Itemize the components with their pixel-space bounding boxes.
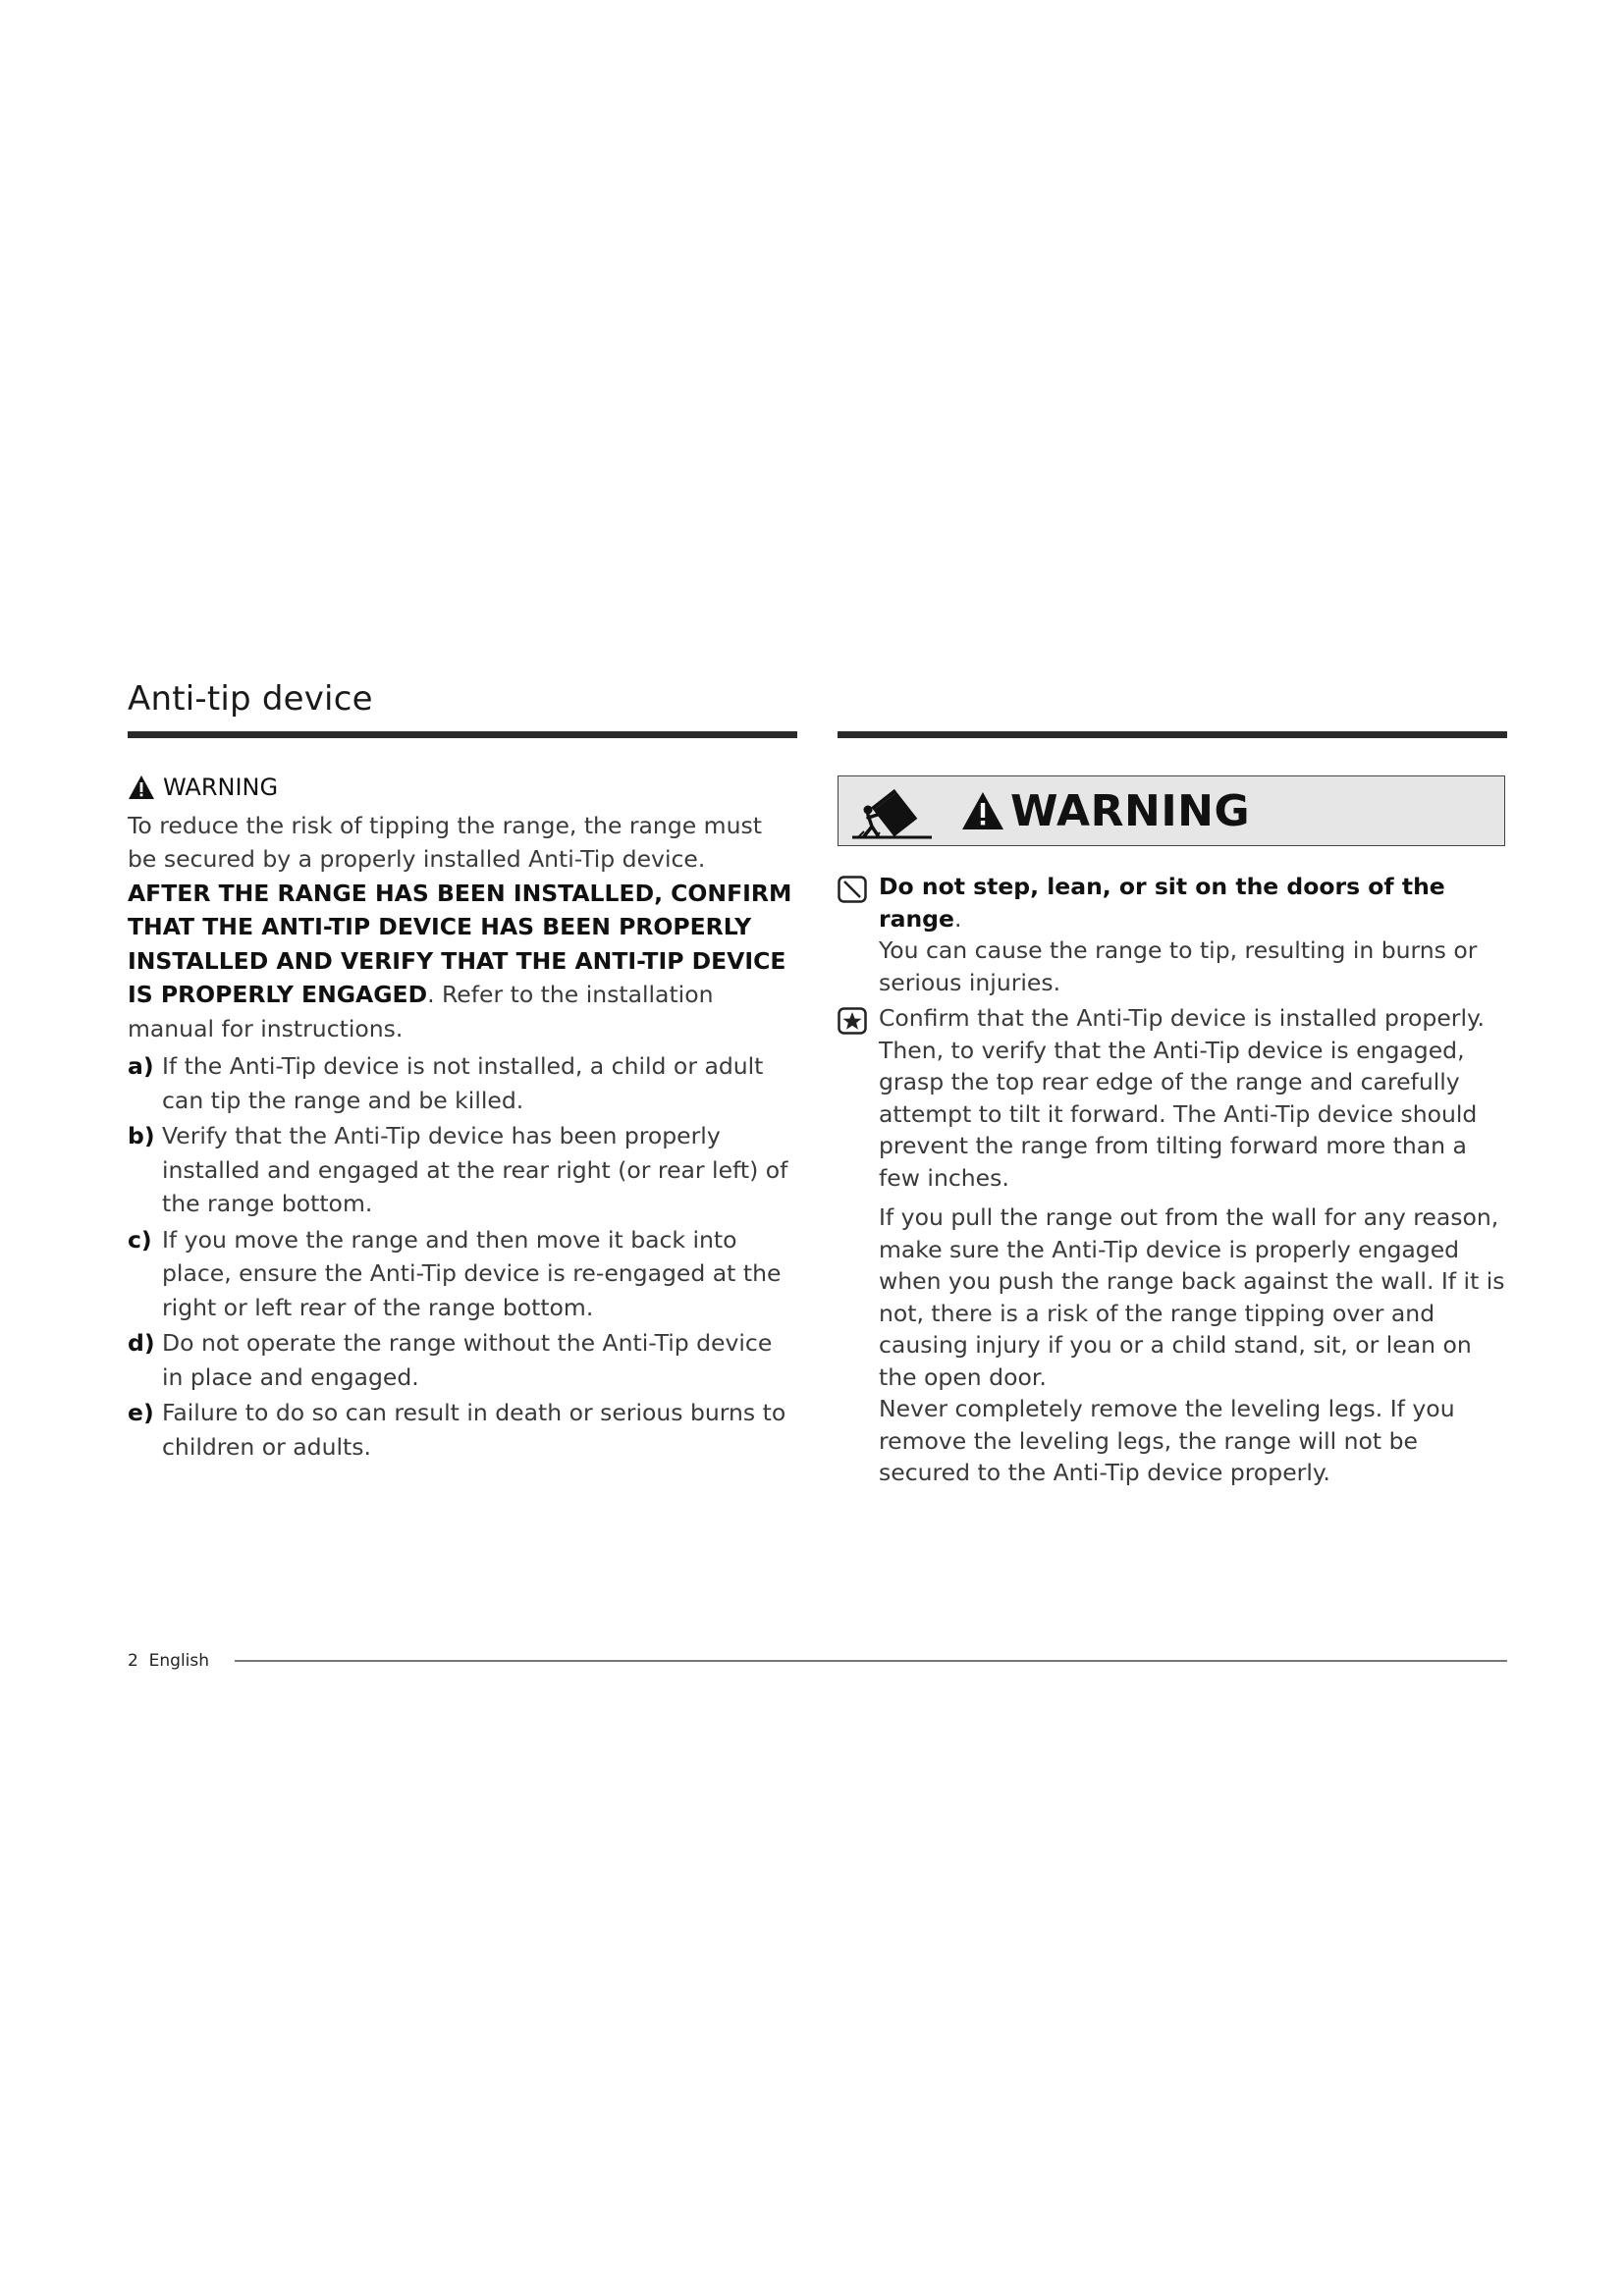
warning-heading (128, 771, 797, 805)
list-item (128, 1049, 797, 1117)
prohibition-bold-text: Do not step, lean, or sit on the doors of the range (879, 873, 1445, 933)
instruction-item (838, 1002, 1507, 1489)
warning-intro (128, 809, 797, 1046)
warning-box-heading (961, 786, 1250, 836)
footer-language: English (148, 1651, 210, 1671)
warning-list (128, 1049, 797, 1464)
list-item-text: Do not operate the range without the Anti-Tip device in place and engaged. (162, 1329, 773, 1391)
list-item-text: Failure to do so can result in death or serious burns to children or adults. (162, 1399, 786, 1461)
list-item (128, 1223, 797, 1325)
left-title-rule (128, 731, 797, 738)
list-item (128, 1119, 797, 1221)
list-item (128, 1396, 797, 1464)
right-column (838, 871, 1507, 1489)
intro-text: To reduce the risk of tipping the range, the range must be secured by a properly installed Anti-Tip device. (128, 811, 762, 873)
warning-box (838, 775, 1505, 846)
list-item-text: Verify that the Anti-Tip device has been properly installed and engaged at the rear right (or rear left) of the range bottom. (162, 1122, 788, 1217)
list-item-label: c) (128, 1225, 152, 1254)
prohibition-period: . (953, 904, 962, 933)
range-tipping-icon (850, 780, 934, 841)
warning-triangle-icon (128, 774, 155, 800)
warning-triangle-icon (961, 791, 1004, 830)
warning-box-label: WARNING (1010, 785, 1251, 836)
instruction-text: Confirm that the Anti-Tip device is installed properly. Then, to verify that the Anti-Tip device is engaged, grasp the top rear edge of the range and carefully attempt to tilt it forward. The Anti-Tip device should prevent the range from tilting forward more than a few inches. (879, 1004, 1486, 1192)
list-item-label: a) (128, 1052, 154, 1080)
list-item-text: If you move the range and then move it back into place, ensure the Anti-Tip device is re-engaged at the right or left rear of the range bottom. (162, 1225, 782, 1321)
prohibition-item (838, 871, 1507, 998)
page-number: 2 (128, 1651, 138, 1671)
intro-bold-text: AFTER THE RANGE HAS BEEN INSTALLED, CONFIRM THAT THE ANTI-TIP DEVICE HAS BEEN PROPERLY INSTALLED AND VERIFY THAT THE ANTI-TIP DEVICE IS PROPERLY ENGAGED (128, 879, 792, 1008)
instruction-para-2: If you pull the range out from the wall for any reason, make sure the Anti-Tip device is properly engaged when you push the range back against the wall. If it is not, there is a risk of the range tipping over and causing injury if you or a child stand, sit, or lean on the open door. (879, 1203, 1505, 1391)
prohibition-text: You can cause the range to tip, resulting in burns or serious injuries. (879, 936, 1478, 996)
page-footer (128, 1651, 1507, 1671)
instruction-para-3: Never completely remove the leveling legs. If you remove the leveling legs, the range will not be secured to the Anti-Tip device properly. (879, 1395, 1455, 1486)
left-column (128, 771, 797, 1466)
footer-rule (235, 1660, 1507, 1662)
list-item-text: If the Anti-Tip device is not installed, a child or adult can tip the range and be killed. (162, 1052, 764, 1114)
section-title: Anti-tip device (128, 679, 373, 719)
right-title-rule (838, 731, 1507, 738)
star-icon (838, 1007, 867, 1035)
list-item-label: e) (128, 1399, 154, 1426)
warning-label: WARNING (163, 774, 279, 801)
list-item-label: d) (128, 1329, 155, 1357)
prohibition-icon (838, 876, 867, 903)
intro-tail-text: . Refer to the installation manual for instructions. (128, 981, 714, 1042)
list-item (128, 1326, 797, 1394)
list-item-label: b) (128, 1122, 155, 1149)
